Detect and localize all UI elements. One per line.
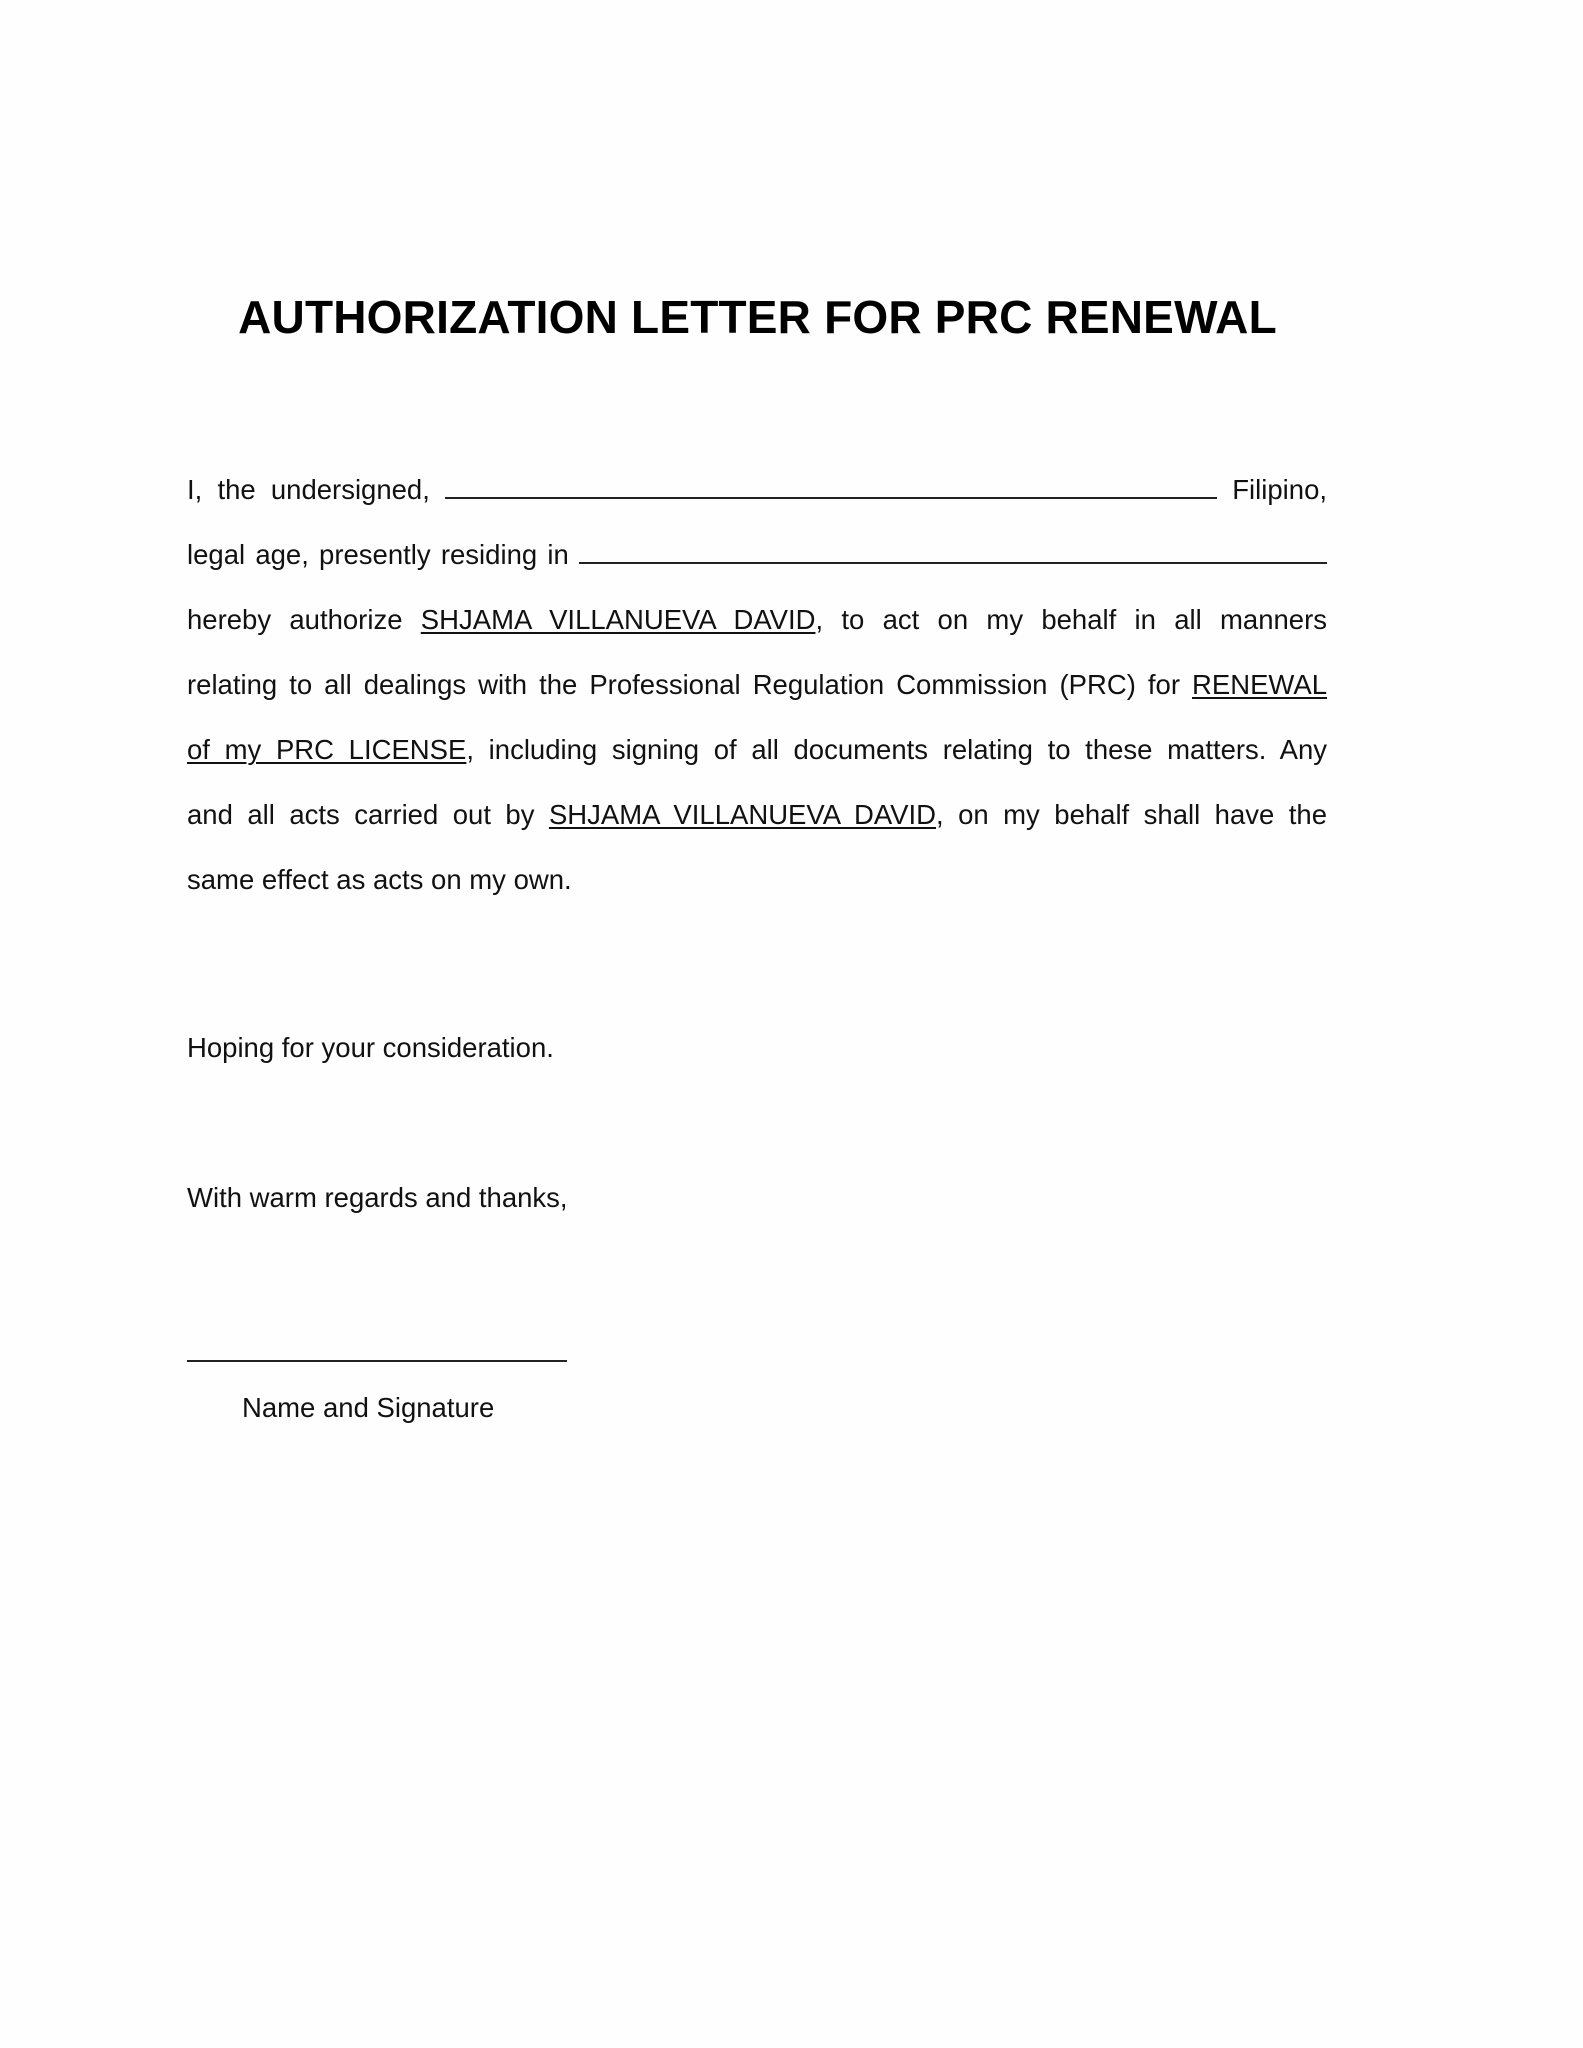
body-line-2 xyxy=(187,538,1327,572)
authorize-suffix: , to act on my behalf in all manners xyxy=(815,604,1328,635)
signing-text: , including signing of all documents relating to these matters. Any xyxy=(466,734,1327,765)
body-line-3 xyxy=(187,603,1327,637)
name-blank-field[interactable] xyxy=(445,473,1217,499)
body-line-4 xyxy=(187,668,1327,702)
address-blank-field[interactable] xyxy=(579,538,1327,564)
body-line-7 xyxy=(187,863,1327,897)
authorize-prefix: hereby authorize xyxy=(187,604,403,635)
signature-line[interactable] xyxy=(187,1360,567,1362)
nationality-text: Filipino, xyxy=(1232,474,1328,505)
closing-regards: With warm regards and thanks, xyxy=(187,1182,568,1213)
authorized-person-name-2: SHJAMA VILLANUEVA DAVID xyxy=(548,799,936,830)
acts-prefix: and all acts carried out by xyxy=(187,799,535,830)
closing-hoping: Hoping for your consideration. xyxy=(187,1032,554,1063)
signature-label: Name and Signature xyxy=(242,1392,495,1423)
purpose-renewal: RENEWAL xyxy=(1192,669,1328,700)
authorized-person-name: SHJAMA VILLANUEVA DAVID xyxy=(420,604,816,635)
body-line-1 xyxy=(187,473,1327,507)
document-title: AUTHORIZATION LETTER FOR PRC RENEWAL xyxy=(238,291,1277,343)
body-line-6 xyxy=(187,798,1327,832)
undersigned-prefix: I, the undersigned, xyxy=(187,474,430,505)
residing-prefix: legal age, presently residing in xyxy=(187,539,569,570)
purpose-license: of my PRC LICENSE xyxy=(187,734,467,765)
body-line-5 xyxy=(187,733,1327,767)
acts-suffix: , on my behalf shall have the xyxy=(936,799,1327,830)
dealings-text: relating to all dealings with the Professional Regulation Commission (PRC) for xyxy=(187,669,1180,700)
effect-text: same effect as acts on my own. xyxy=(187,864,572,895)
